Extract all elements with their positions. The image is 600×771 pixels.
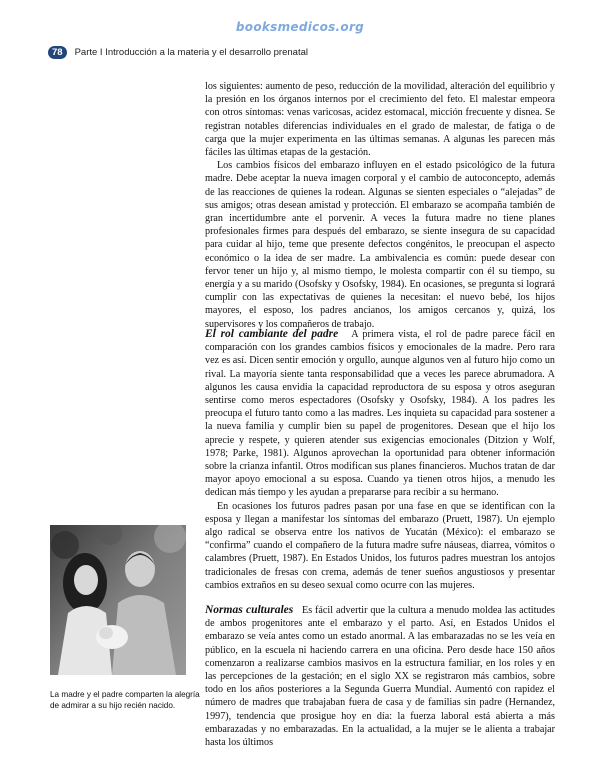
section-norms <box>205 604 555 749</box>
section-title: El rol cambiante del padre <box>205 328 339 340</box>
paragraph <box>205 328 555 500</box>
section-lead-text: A primera vista, el rol de padre parece fácil en comparación con los grandes cambios físicos y emocionales de la madre. Pero rara vez es así. Dicen sentir emoción y orgullo, aunque algunos ven al futuro hijo como un rival. La mayoría siente tanta responsabilidad que a veces les parece abrumadora. A algunos les causa envidia la capacidad reproductora de su esposa y otros aseguran sentirse como meros espectadores (Osofsky y Osofsky, 1984). A los padres les preocupa el futuro tanto como a las madres. Les inquieta su capacidad para sostener a la nueva familia y cumplir bien su papel de progenitores. Desean que el hijo los aprecie y respete, y quieren atender sus exigencias emocionales (Ditzion y Wolf, 1978; Parke, 1981). Algunos aprovechan la oportunidad para obtener información sobre la crianza infantil. Otros modifican sus planes financieros. Muchos tratan de dar mayor apoyo emocional a su esposa. Cuando ya tienen otros hijos, a menudo les dedican más tiempo y les ayudan a prepararse para recibir a su hermano. <box>205 329 555 499</box>
page-header <box>48 45 308 59</box>
section-father <box>205 328 555 592</box>
paragraph: Los cambios físicos del embarazo influyen en el estado psicológico de la futura madre. Debe aceptar la nueva imagen corporal y el cambio de autoconcepto, además de las reacciones de quienes la rodean. Algunas se sienten especiales o “alejadas” de sus amigos; otras desean amistad y protección. El embarazo se acompaña también de gran incertidumbre ante el porvenir. A veces la futura madre no tiene planes profesionales firmes para después del embarazo, se siente insegura de su capacidad para cuidar al hijo, teme que presente defectos congénitos, le preocupan el aspecto económico o la idea de ser madre. La ambivalencia es común: puede desear con fervor tener un hijo y, al mismo tiempo, le molesta compartir con él su tiempo, su energía y a su marido (Osofsky y Osofsky, 1984). En ocasiones, se pregunta si logrará cumplir con las expectativas de quienes la necesitan: el nuevo bebé, los hijos mayores, el esposo, los padres ancianos, los amigos cercanos y, quizá, los supervisores y los compañeros de trabajo. <box>205 160 555 330</box>
paragraph: los siguientes: aumento de peso, reducción de la movilidad, alteración del equilibrio y la presión en los órganos internos por el crecimiento del feto. El malestar empeora con otros síntomas: venas varicosas, acidez estomacal, micción frecuente y disnea. Se registran notables diferencias individuales en el grado de malestar, de fatiga o de carga que la mujer experimenta en las últimas semanas. A algunas les parecen más fáciles las últimas etapas de la gestación. <box>205 81 555 159</box>
section-lead-text: Es fácil advertir que la cultura a menudo moldea las actitudes de ambos progenitores ante el embarazo y el parto. Así, en Estados Unidos el embarazo se veía antes como un estado anormal. A las embarazadas no se les veía en público, en la escuela ni haciendo carrera en una oficina. Pero desde hace 150 años comenzaron a realizarse cambios masivos en la estructura familiar, en los roles y en las percepciones de la gestación; en el siglo XX se registraron más cambios, sobre todo en los años posteriores a la Segunda Guerra Mundial. Aumentó con rapidez el número de madres que trabajaban fuera de casa y de familias sin padre (Hernandez, 1997), tendencia que prosigue hoy en día: la fuerza laboral está abierta a más embarazadas y no embarazadas. En la actualidad, a la mujer se le alienta a trabajar hasta los últimos <box>205 605 555 749</box>
photo-illustration <box>50 525 186 675</box>
body-text-block <box>205 80 555 331</box>
watermark: booksmedicos.org <box>235 20 365 34</box>
paragraph <box>205 604 555 749</box>
section-title: Normas culturales <box>205 604 294 616</box>
running-head: Parte I Introducción a la materia y el desarrollo prenatal <box>74 46 308 58</box>
photo-caption: La madre y el padre comparten la alegría de admirar a su hijo recién nacido. <box>50 690 200 710</box>
parents-with-newborn-photo <box>50 525 186 675</box>
paragraph: En ocasiones los futuros padres pasan por una fase en que se identifican con la esposa y llegan a manifestar los síntomas del embarazo (Pruett, 1987). Un ejemplo algo radical se observa entre los nativos de Yucatán (México): el embarazo se “confirma” cuando el compañero de la futura madre sufre náuseas, diarrea, vómitos o calambres (Pruett, 1987). En Estados Unidos, los futuros padres muestran los antojos tradicionales de fresas con crema, además de tener sueños angustiosos y presentar cambios extraños en su deseo sexual como ocurre con las mujeres. <box>205 500 555 591</box>
page-number-badge: 78 <box>48 46 67 59</box>
